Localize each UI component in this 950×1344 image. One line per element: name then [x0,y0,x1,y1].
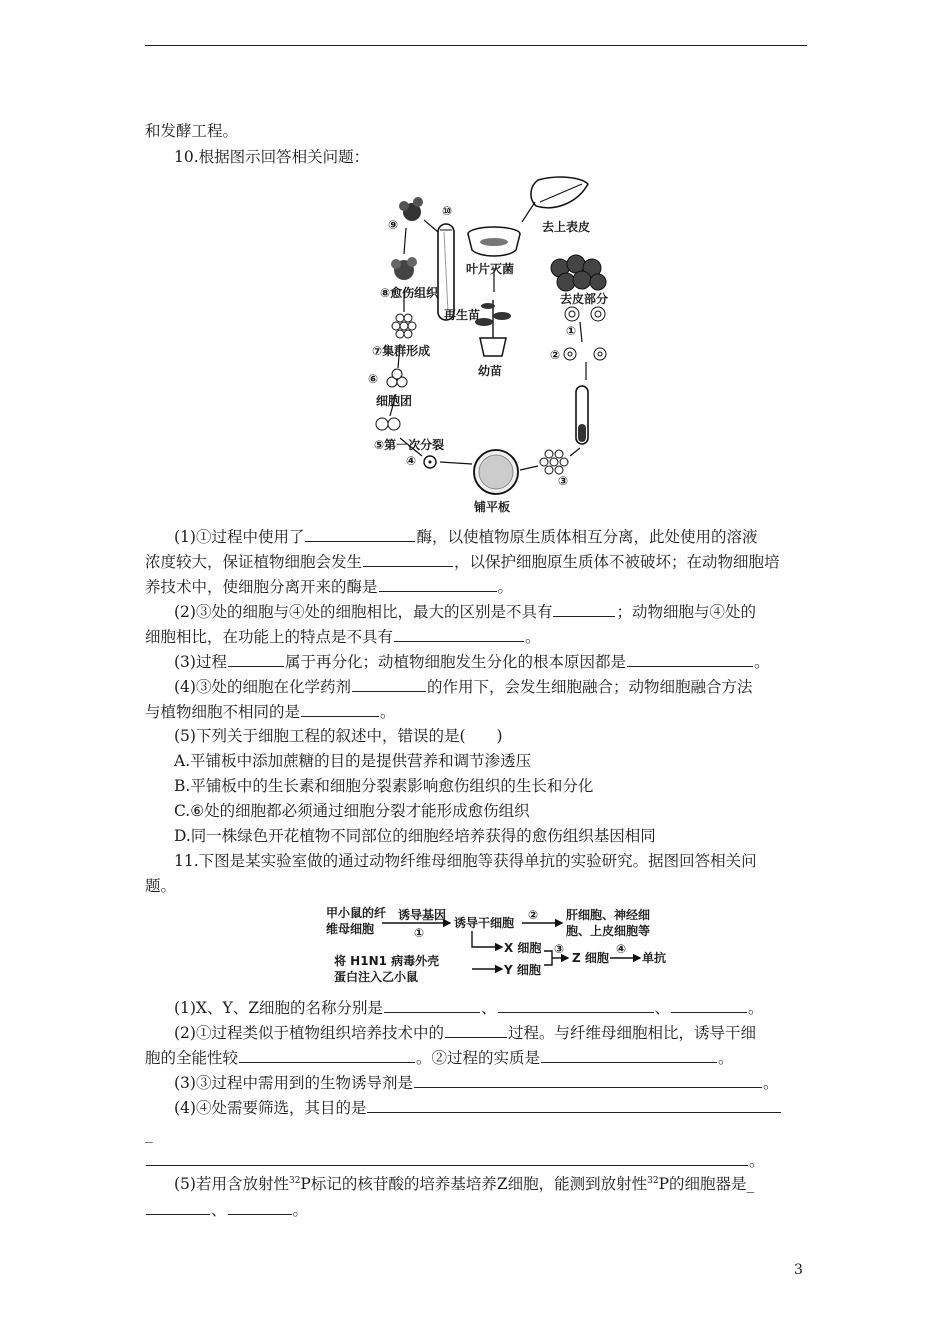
label-callus: ⑧愈伤组织 [380,286,439,300]
label-z-cell: Z 细胞 [572,951,609,965]
q11-4-line-b: _ [145,1125,153,1143]
page-number: 3 [794,1262,803,1278]
question-10-heading: 10.根据图示回答相关问题： [174,148,370,166]
arrow [580,322,582,342]
q10-4-line-b: 与植物细胞不相同的是 。 [145,703,396,721]
label-mab: 单抗 [642,951,667,965]
label-tissues-1: 肝细胞、神经细 [566,908,651,922]
option-a: A.平铺板中添加蔗糖的目的是提供营养和调节渗透压 [174,752,532,770]
protoplasts-3 [540,450,568,474]
header-rule [145,45,807,46]
q10-5-stem: (5)下列关于细胞工程的叙述中，错误的是( ) [174,727,503,745]
q11-4-line-c: 。 [145,1150,765,1171]
question-11-heading-cont: 题。 [145,877,177,895]
label-step-2: ② [528,908,539,922]
cell-mass-6 [387,369,407,387]
q11-4-line-a: (4)④处需要筛选，其目的是 [174,1097,782,1118]
seedling-pot [480,338,506,356]
label-4: ④ [406,454,417,468]
label-9: ⑨ [388,218,399,232]
label-induce-gene: 诱导基因 [398,908,447,922]
label-first-division: ⑤第一次分裂 [374,438,445,452]
label-y-cell: Y 细胞 [504,963,541,977]
first-division-5 [376,418,400,430]
q10-1-line-a: (1)①过程中使用了 酶，以使植物原生质体相互分离，此处使用的溶液 [174,528,758,546]
leaf-shape [531,177,588,208]
label-inject-2: 蛋白注入乙小鼠 [334,970,419,984]
label-x-cell: X 细胞 [504,941,542,955]
label-step-1: ① [566,324,577,338]
label-ips-cell: 诱导干细胞 [454,916,515,930]
q11-1-line: (1)X、Y、Z细胞的名称分别是 、 、 。 [174,999,764,1017]
label-seedling: 幼苗 [478,364,503,378]
q11-5-line-a: (5)若用含放射性$^{32}$P标记的核苷酸的培养基培养Z细胞，能测到放射性$^{32}$P的细胞器是_ [174,1175,755,1193]
q10-3-line: (3)过程 属于再分化；动植物细胞发生分化的根本原因都是 。 [174,653,770,671]
colony-7 [392,314,416,338]
q10-1-line-c: 养技术中，使细胞分离开来的酶是 。 [145,578,514,596]
label-remove-epidermis: 去上表皮 [542,220,591,234]
arrow [570,448,580,456]
text-line: 和发酵工程。 [145,122,239,140]
arrow [424,220,438,232]
q11-2-line-b: 胞的全能性较 。②过程的实质是 。 [145,1049,734,1067]
label-step-3: ③ [554,942,565,956]
monoclonal-antibody-flow-figure [322,903,682,987]
q11-3-line: (3)③过程中需用到的生物诱导剂是 。 [174,1074,779,1092]
label-10: ⑩ [442,204,453,218]
q10-2-line-a: (2)③处的细胞与④处的细胞相比，最大的区别是不具有 ；动物细胞与④处的 [174,603,756,621]
question-11-heading: 11.下图是某实验室做的通过动物纤维母细胞等获得单抗的实验研究。据图回答相关问 [174,852,757,870]
label-tissues-2: 胞、上皮细胞等 [566,924,651,938]
label-leaf-sterilize: 叶片灭菌 [466,262,515,276]
option-c: C.⑥处的细胞都必须通过细胞分裂才能形成愈伤组织 [174,802,530,820]
arrow [404,228,406,254]
arrow [440,462,472,464]
label-step-2: ② [550,348,561,362]
option-b: B.平铺板中的生长素和细胞分裂素影响愈伤组织的生长和分化 [174,777,594,795]
label-inject-1: 将 H1N1 病毒外壳 [334,954,440,968]
epidermis-cells [551,255,606,291]
label-regen: 再生苗 [444,308,481,322]
arrow [520,466,538,470]
q10-4-line-a: (4)③处的细胞在化学药剂 的作用下，会发生细胞融合；动物细胞融合方法 [174,678,753,696]
label-cell-mass: 细胞团 [376,394,413,408]
q11-5-line-b: 、 。 [145,1199,308,1220]
label-6: ⑥ [368,372,379,386]
label-source-fibroblast-1: 甲小鼠的纤 [326,906,387,920]
label-colony: ⑦集群形成 [372,344,431,358]
tissue-culture-cycle-figure [360,172,630,512]
q10-2-line-b: 细胞相比，在功能上的特点是不具有 。 [145,628,541,646]
q10-1-line-b: 浓度较大，保证植物细胞会发生 ，以保护细胞原生质体不被破坏；在动物细胞培 [145,553,780,571]
option-d: D.同一株绿色开花植物不同部位的细胞经培养获得的愈伤组织基因相同 [174,827,656,845]
arrow [522,202,535,222]
label-plate: 铺平板 [474,500,511,514]
label-source-fibroblast-2: 维母细胞 [326,922,375,936]
label-step-1: ① [414,926,425,940]
label-step-4: ④ [616,942,627,956]
label-3: ③ [558,474,569,488]
label-peeled: 去皮部分 [560,292,609,306]
q11-2-line-a: (2)①过程类似于植物组织培养技术中的 过程。与纤维母细胞相比，诱导干细 [174,1024,756,1042]
dish-leaf [480,238,508,246]
